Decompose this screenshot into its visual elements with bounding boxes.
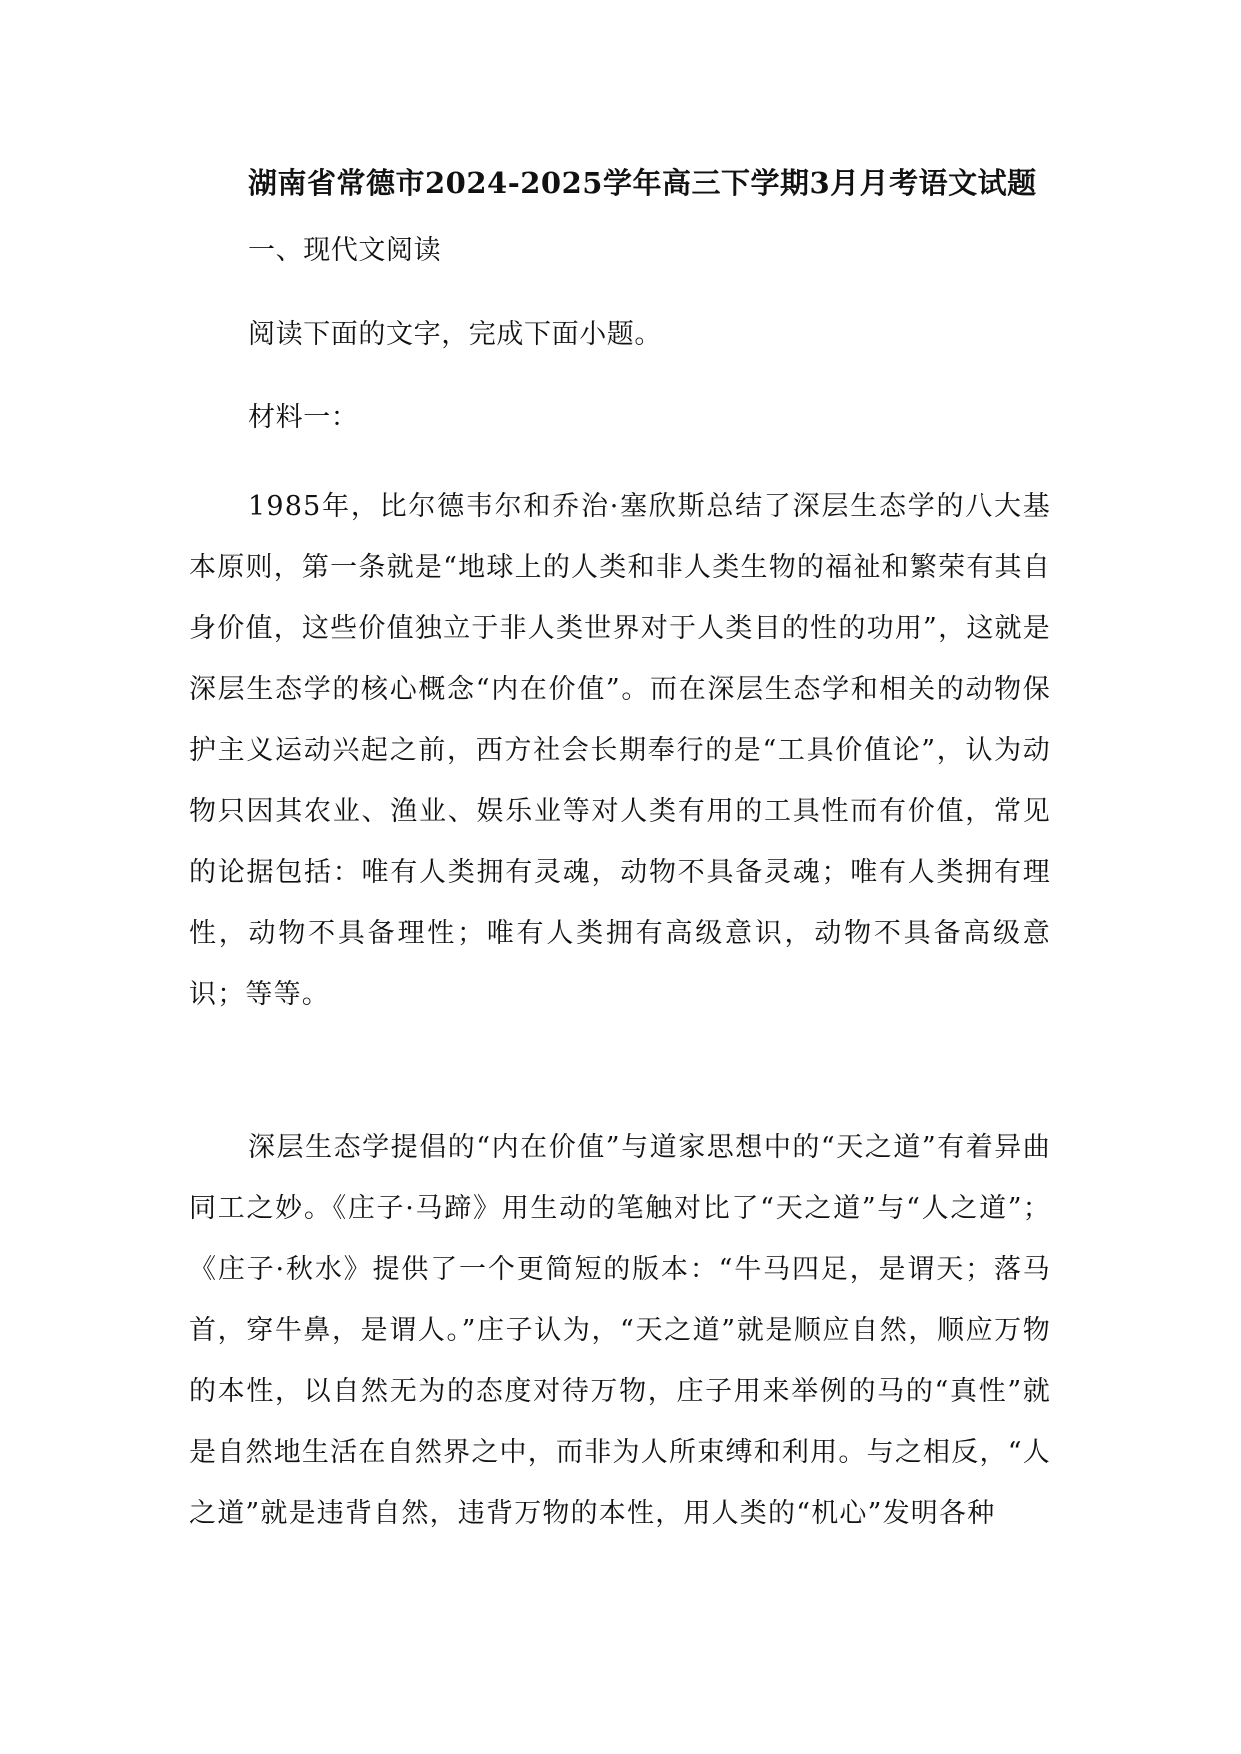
paragraph-2: 深层生态学提倡的“内在价值”与道家思想中的“天之道”有着异曲同工之妙。《庄子·马蹄》用生动的笔触对比了“天之道”与“人之道”；《庄子·秋水》提供了一个更简短的版本：“牛马四足，是谓天；落马首，穿牛鼻，是谓人。”庄子认为，“天之道”就是顺应自然，顺应万物的本性，以自然无为的态度对待万物，庄子用来举例的马的“真性”就是自然地生活在自然界之中，而非为人所束缚和利用。与之相反，“人之道”就是违背自然，违背万物的本性，用人类的“机心”发明各种 [189, 1132, 1051, 1529]
reading-instruction: 阅读下面的文字，完成下面小题。 [248, 319, 662, 350]
material-label: 材料一： [248, 402, 359, 433]
section-heading: 一、现代文阅读 [248, 235, 442, 266]
paragraph-1: 1985年，比尔德韦尔和乔治·塞欣斯总结了深层生态学的八大基本原则，第一条就是“地球上的人类和非人类生物的福祉和繁荣有其自身价值，这些价值独立于非人类世界对于人类目的性的功用”，这就是深层生态学的核心概念“内在价值”。而在深层生态学和相关的动物保护主义运动兴起之前，西方社会长期奉行的是“工具价值论”，认为动物只因其农业、渔业、娱乐业等对人类有用的工具性而有价值，常见的论据包括：唯有人类拥有灵魂，动物不具备灵魂；唯有人类拥有理性，动物不具备理性；唯有人类拥有高级意识，动物不具备高级意识；等等。 [189, 491, 1051, 1010]
document-title: 湖南省常德市2024-2025学年高三下学期3月月考语文试题 [248, 166, 1037, 200]
